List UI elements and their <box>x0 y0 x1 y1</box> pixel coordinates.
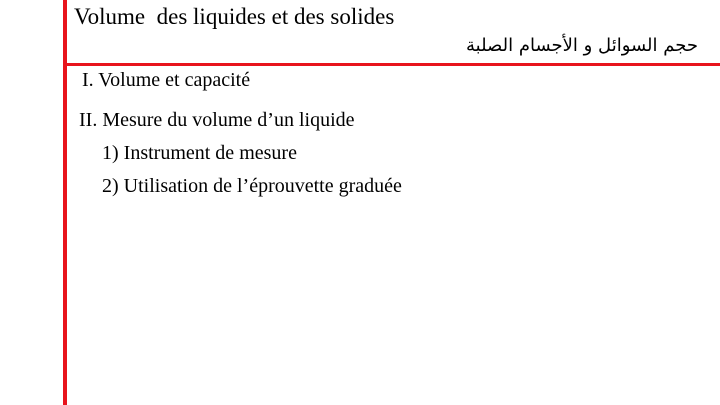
slide-title-arabic: حجم السوائل و الأجسام الصلبة <box>465 35 698 56</box>
outline-item-2: II. Mesure du volume d’un liquide <box>79 109 355 131</box>
outline-subitem-1: 1) Instrument de mesure <box>102 142 297 164</box>
outline-item-1: I. Volume et capacité <box>82 69 251 91</box>
red-horizontal-rule <box>63 63 720 66</box>
red-vertical-rule <box>63 0 67 405</box>
slide-title-french: Volume des liquides et des solides <box>74 4 395 29</box>
outline-subitem-2: 2) Utilisation de l’éprouvette graduée <box>102 175 402 197</box>
